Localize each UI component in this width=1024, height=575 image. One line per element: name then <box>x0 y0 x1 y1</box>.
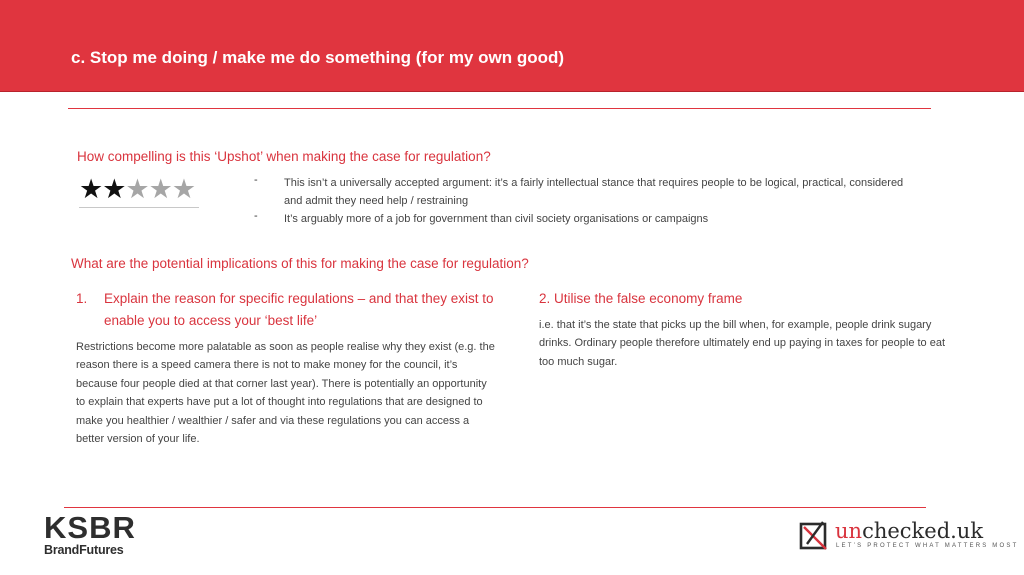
bullet-text: It’s arguably more of a job for government than civil society organisations or campaigns <box>284 213 709 225</box>
bottom-divider <box>64 507 926 508</box>
unchecked-wordmark <box>835 518 983 544</box>
wordmark-prefix: un <box>835 519 863 543</box>
list-item <box>254 210 904 228</box>
empty-star-icon: ★★★ <box>125 174 196 205</box>
rating-stars <box>79 175 199 208</box>
ksbr-logo <box>44 512 136 557</box>
unchecked-tagline: LET’S PROTECT WHAT MATTERS MOST <box>836 543 1019 549</box>
bullet-dash: - <box>254 174 258 186</box>
ksbr-logo-sub: BrandFutures <box>44 543 124 557</box>
implication-2-heading: 2. Utilise the false economy frame <box>539 291 743 306</box>
list-item <box>254 174 904 210</box>
unchecked-logo <box>799 518 1019 558</box>
implication-2-body: i.e. that it’s the state that picks up the bill when, for example, people drink sugary drinks. Ordinary people therefore ultimately end up paying in taxes for people to eat too much sugar. <box>539 319 946 368</box>
implication-1-body: Restrictions become more palatable as soon as people realise why they exist (e.g. the reason there is a speed camera there is not to make money for the council, it’s because four people died at that corner last year). There is potentially an opportunity to explain that experts have put a lot of thought into regulations that are designed to make you healthier / wealthier / safer and via these regulations you can access a better version of your life. <box>76 341 495 446</box>
implication-1-heading <box>76 288 506 332</box>
ksbr-logo-main: KSBR <box>44 510 136 545</box>
header-banner <box>0 0 1024 92</box>
bullet-text: This isn’t a universally accepted argument: it’s a fairly intellectual stance that requires people to be logical, practical, considered and admit they need help / restraining <box>284 177 904 207</box>
question-compelling: How compelling is this ‘Upshot’ when making the case for regulation? <box>77 149 491 164</box>
wordmark-rest: checked.uk <box>862 519 984 543</box>
implication-1-number: 1. <box>76 291 88 306</box>
checkbox-cross-icon <box>799 520 829 550</box>
bullet-dash: - <box>254 210 258 222</box>
question-implications: What are the potential implications of this for making the case for regulation? <box>71 256 529 271</box>
implication-1-title: Explain the reason for specific regulations – and that they exist to enable you to access your ‘best life’ <box>104 291 494 328</box>
page-title: c. Stop me doing / make me do something (for my own good) <box>71 48 565 67</box>
filled-star-icon: ★★ <box>79 174 126 205</box>
top-divider <box>68 108 931 109</box>
rating-bullet-list <box>254 174 904 228</box>
